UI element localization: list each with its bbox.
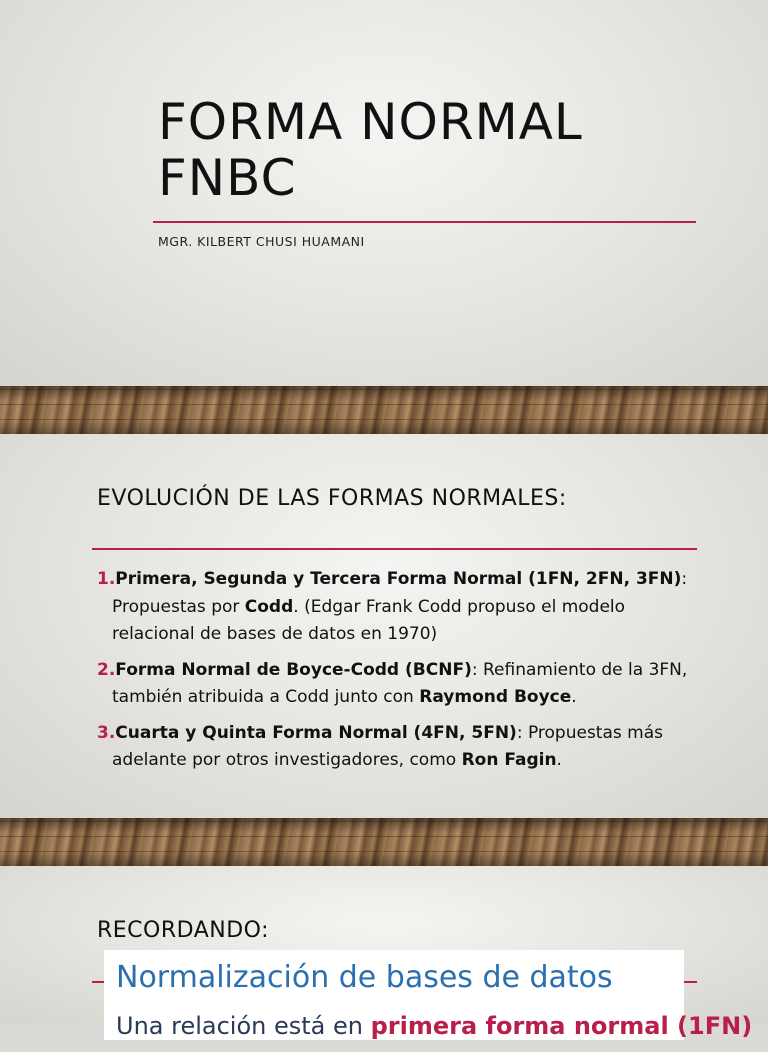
item-bold: Primera, Segunda y Tercera Forma Normal (1FN, 2FN, 3FN)	[115, 569, 682, 589]
item-text-2: .	[556, 750, 562, 770]
item-text: : Propuestas por	[112, 569, 688, 617]
item-bold: Forma Normal de Boyce-Codd (BCNF)	[115, 659, 472, 680]
item-bold: Cuarta y Quinta Forma Normal (4FN, 5FN)	[115, 722, 517, 743]
wood-floor-divider	[0, 386, 768, 434]
slide-title-heading	[158, 94, 718, 206]
item-number: 1.	[97, 569, 116, 589]
item-number: 2.	[97, 659, 116, 680]
embedded-image	[104, 950, 753, 1040]
item-bold-2: Ron Fagin	[461, 750, 557, 770]
author-name: MGR. KILBERT CHUSI HUAMANI	[158, 234, 365, 249]
item-bold-2: Raymond Boyce	[419, 687, 572, 707]
item-bold-2: Codd	[244, 596, 294, 617]
slide-evolution	[0, 434, 768, 818]
embedded-title: Normalización de bases de datos	[116, 960, 613, 995]
embedded-text-highlight: primera forma normal (1FN)	[370, 1012, 753, 1040]
item-text-2: . (Edgar Frank Codd propuso el modelo relacional de bases de datos en 1970)	[112, 596, 626, 644]
item-number: 3.	[97, 722, 116, 743]
slide-title	[0, 0, 768, 386]
title-line-1: FORMA NORMAL	[158, 93, 583, 151]
slide-recordando	[0, 866, 768, 1040]
title-divider	[153, 221, 696, 223]
item-text: : Propuestas más adelante por otros investigadores, como	[112, 722, 663, 770]
evolution-list	[97, 566, 702, 783]
heading-divider	[92, 548, 697, 550]
item-text: : Refinamiento de la 3FN, también atribuida a Codd junto con	[112, 659, 688, 707]
title-line-2: FNBC	[158, 149, 297, 207]
slide-heading: EVOLUCIÓN DE LAS FORMAS NORMALES:	[97, 486, 567, 511]
slide-heading: RECORDANDO:	[97, 918, 269, 943]
list-item	[97, 657, 702, 712]
embedded-text-plain: Una relación está en	[116, 1012, 371, 1040]
embedded-text	[116, 1012, 753, 1052]
list-item	[97, 566, 702, 649]
list-item	[97, 720, 702, 775]
wood-floor-divider	[0, 818, 768, 866]
item-text-2: .	[571, 687, 577, 707]
